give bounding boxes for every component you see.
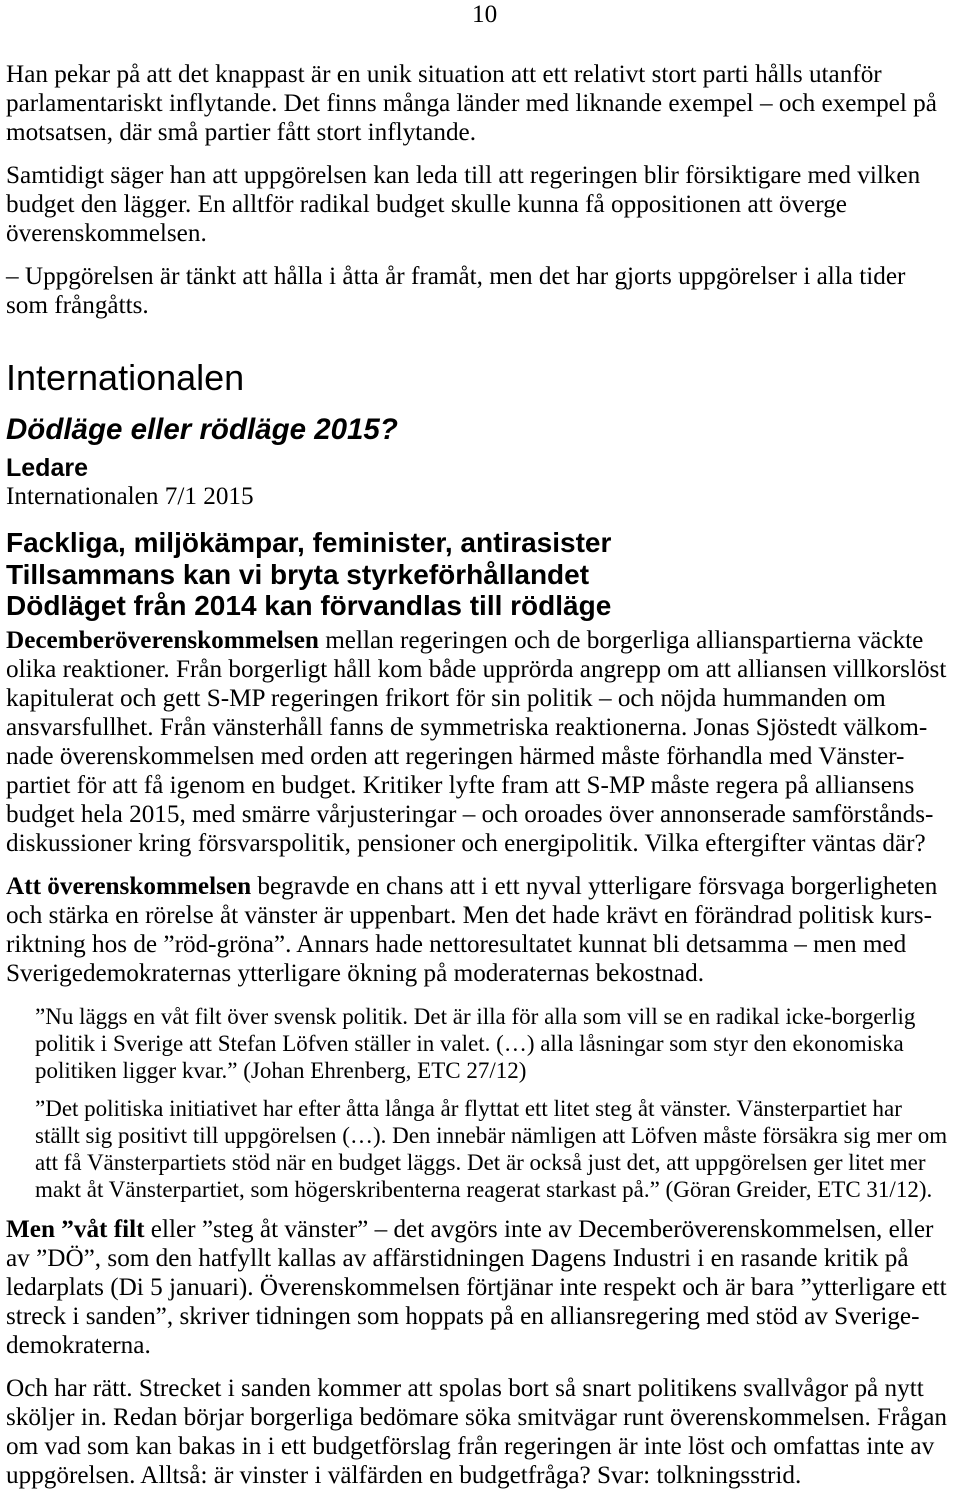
text-line: riktning hos de ”röd-gröna”. Annars hade nettoresultatet kunnat bli detsamma – men med (6, 931, 907, 958)
text-line: ledarplats (Di 5 januari). Överenskommelsen förtjänar inte respekt och är bara ”ytterligare ett (6, 1274, 947, 1301)
block-quote (35, 1095, 947, 1203)
text-segment: begravde en chans att i ett nyval ytterligare försvaga borgerligheten (257, 873, 938, 900)
quote-line: att få Vänsterpartiets stöd när en budget läggs. Det är också just det, att uppgörelsen ger litet mer (35, 1150, 926, 1175)
text-line: Och har rätt. Strecket i sanden kommer att spolas bort så snart politikens svallvågor på nytt (6, 1375, 924, 1402)
page-number: 10 (472, 1, 498, 28)
text-line: motsatsen, där små partier fått stort inflytande. (6, 119, 477, 146)
text-line: nade överenskommelsen med orden att regeringen härmed måste förhandla med Vänster- (6, 743, 905, 770)
text-line: sköljer in. Redan börjar borgerliga bedömare söka smitvägar runt överenskommelsen. Frågan (6, 1404, 948, 1431)
subheading: Tillsammans kan vi bryta styrkeförhållandet (6, 558, 590, 590)
paragraph-lead: Att överenskommelsen (6, 873, 252, 900)
text-line: budget den lägger. En alltför radikal budget skulle kunna få oppositionen att överge (6, 191, 847, 218)
text-line: – Uppgörelsen är tänkt att hålla i åtta år framåt, men det har gjorts uppgörelser i alla tider (6, 263, 906, 290)
text-line: diskussioner kring försvarspolitik, pensioner och energipolitik. Vilka eftergifter väntas där? (6, 830, 926, 857)
text-line: som frångåtts. (6, 292, 149, 319)
body-paragraph (6, 1374, 947, 1490)
text-segment: mellan regeringen och de borgerliga allianspartierna väckte (325, 627, 924, 654)
paragraph-lead: Decemberöverenskommelsen (6, 627, 319, 654)
quote-line: ”Det politiska initiativet har efter åtta långa år flyttat ett litet steg åt vänster. Vänsterpartiet har (35, 1096, 902, 1121)
quote-line: ställt sig positivt till uppgörelsen (…). Den innebär nämligen att Löfven måste försäkra sig mer om (35, 1123, 948, 1148)
intro-paragraph (6, 161, 920, 248)
quote-line: politik i Sverige att Stefan Löfven ställer in valet. (…) alla låsningar som styr den ekonomiska (35, 1031, 904, 1056)
block-quote (35, 1003, 915, 1084)
text-line: om vad som kan bakas in i ett budgetförslag från regeringen är inte löst och omfattas inte av (6, 1433, 935, 1460)
body-paragraph (6, 626, 946, 858)
text-line: demokraterna. (6, 1332, 151, 1359)
intro-paragraph (6, 262, 905, 320)
article-subheadings (6, 527, 611, 622)
article-category: Ledare (6, 454, 88, 482)
quote-line: politiken ligger kvar.” (Johan Ehrenberg, ETC 27/12) (35, 1058, 527, 1083)
text-line: budget hela 2015, med smärre vårjusteringar – och oroades över annonserade samförstånds- (6, 801, 934, 828)
text-line (6, 1215, 947, 1244)
subheading: Dödläget från 2014 kan förvandlas till rödläge (6, 590, 612, 621)
text-line (6, 872, 937, 901)
text-line: kapitulerat och gett S-MP regeringen frikort för sin politik – och nöjda hummanden om (6, 685, 886, 712)
text-line: Han pekar på att det knappast är en unik situation att ett relativt stort parti hålls utanför (6, 61, 882, 88)
text-line: av ”DÖ”, som den hatfyllt kallas av affärstidningen Dagens Industri i en rasande kritik på (6, 1245, 909, 1272)
paragraph-lead: Men ”våt filt (6, 1216, 145, 1243)
intro-paragraph (6, 60, 937, 147)
article-source: Internationalen 7/1 2015 (6, 483, 254, 510)
text-line: Samtidigt säger han att uppgörelsen kan leda till att regeringen blir försiktigare med vilken (6, 162, 921, 189)
text-line: streck i sanden”, skriver tidningen som hoppats på en alliansregering med stöd av Sverige- (6, 1303, 920, 1330)
text-line (6, 626, 946, 655)
text-line: överenskommelsen. (6, 220, 207, 247)
section-title: Internationalen (6, 357, 245, 398)
quote-line: makt åt Vänsterpartiet, som högerskribenterna reagerat starkast på.” (Göran Greider, ETC 31/12). (35, 1177, 933, 1202)
body-paragraph (6, 1215, 947, 1360)
text-line: och stärka en rörelse åt vänster är uppenbart. Men det hade krävt en förändrad politisk kurs- (6, 902, 932, 929)
text-line: parlamentariskt inflytande. Det finns många länder med liknande exempel – och exempel på (6, 90, 937, 117)
quote-line: ”Nu läggs en våt filt över svensk politik. Det är illa för alla som vill se en radikal icke-borgerlig (35, 1004, 916, 1029)
text-line: partiet för att få igenom en budget. Kritiker lyfte fram att S-MP måste regera på alliansens (6, 772, 915, 799)
text-line: olika reaktioner. Från borgerligt håll kom både upprörda angrepp om att alliansen villkorslöst (6, 656, 947, 683)
article-headline: Dödläge eller rödläge 2015? (6, 413, 398, 446)
subheading: Fackliga, miljökämpar, feminister, antirasister (6, 527, 612, 558)
body-paragraph (6, 872, 937, 988)
text-segment: eller ”steg åt vänster” – det avgörs inte av Decemberöverenskommelsen, eller (150, 1216, 934, 1243)
text-line: uppgörelsen. Alltså: är vinster i välfärden en budgetfråga? Svar: tolkningsstrid. (6, 1462, 802, 1489)
text-line: Sverigedemokraternas ytterligare ökning på moderaternas bekostnad. (6, 960, 705, 987)
text-line: ansvarsfullhet. Från vänsterhåll fanns de symmetriska reaktionerna. Jonas Sjöstedt välkom- (6, 714, 928, 741)
